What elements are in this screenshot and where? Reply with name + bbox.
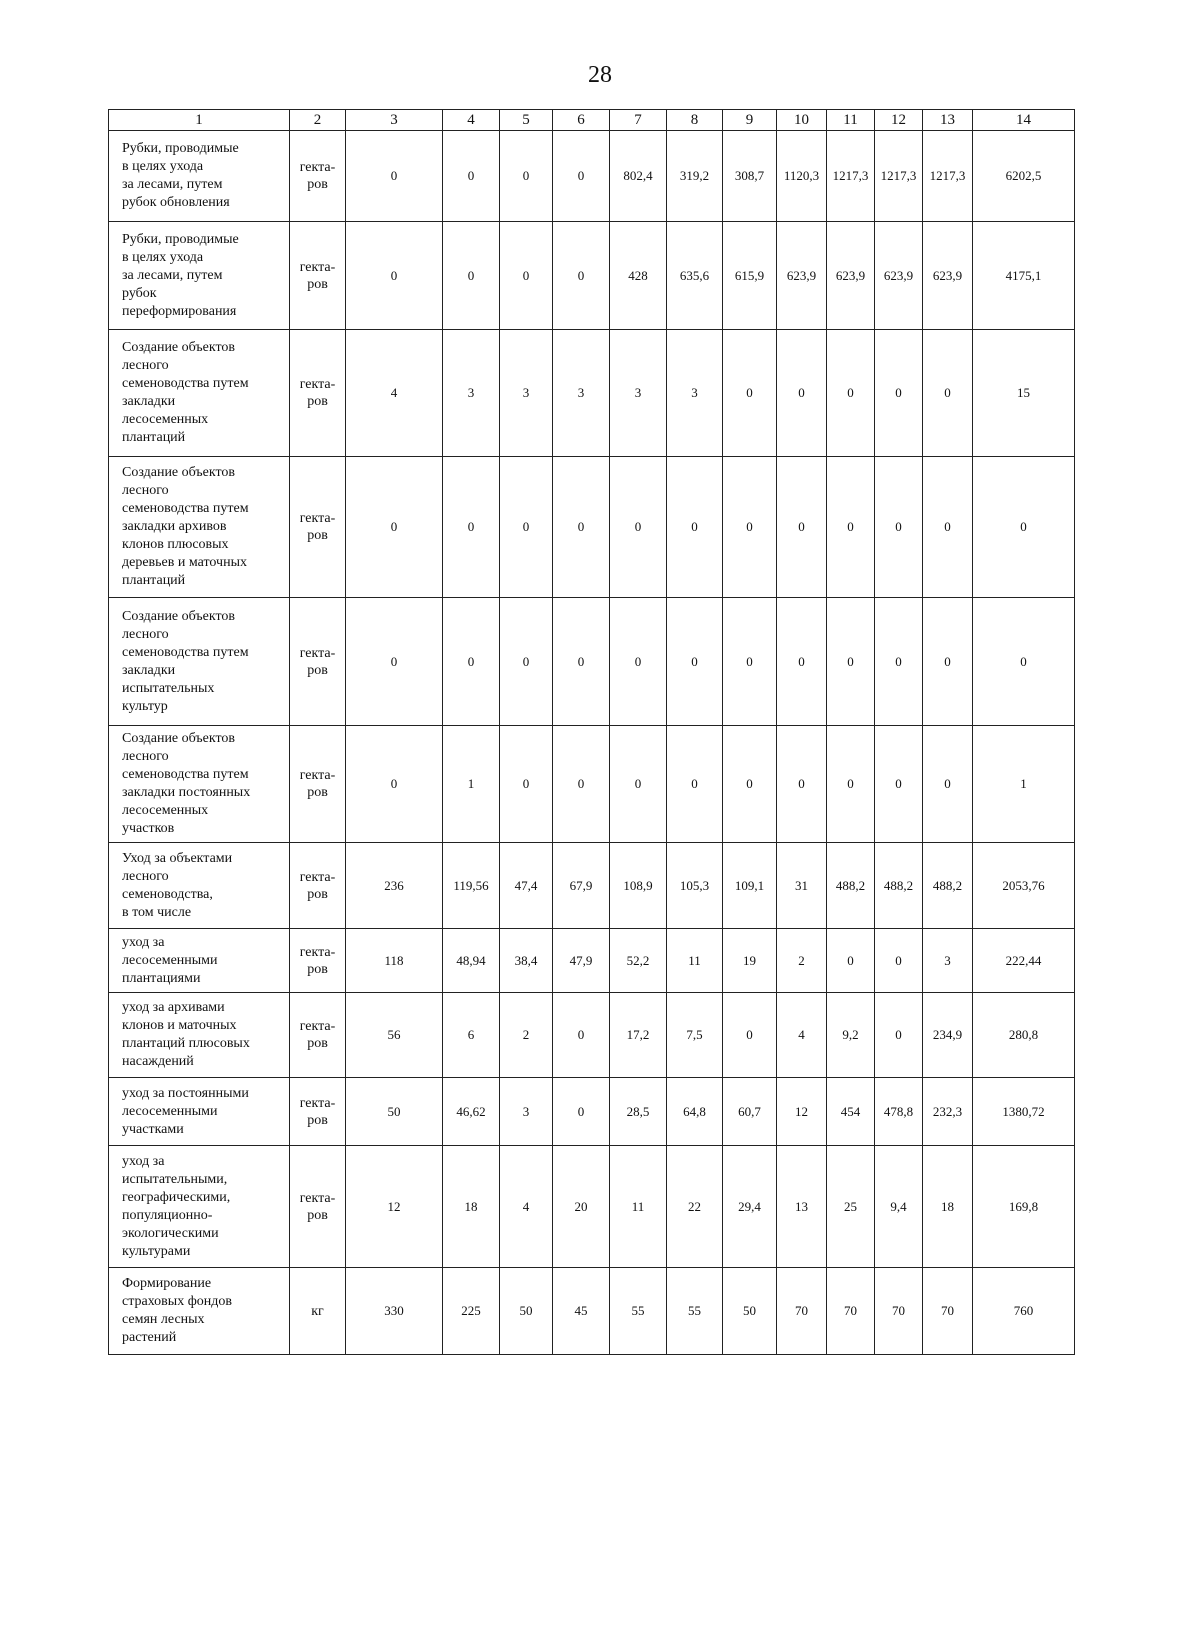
col-header: 1 xyxy=(109,110,290,131)
table-cell: 0 xyxy=(500,131,553,222)
table-cell: 0 xyxy=(553,726,610,843)
table-cell: 0 xyxy=(777,598,827,726)
table-cell: 50 xyxy=(723,1268,777,1355)
table-cell: 0 xyxy=(553,457,610,598)
table-cell: 0 xyxy=(610,457,667,598)
table-cell: 19 xyxy=(723,929,777,993)
row-label: Рубки, проводимые в целях ухода за лесами, путем рубок обновления xyxy=(109,131,290,222)
table-cell: 1217,3 xyxy=(827,131,875,222)
table-cell: 0 xyxy=(500,457,553,598)
table-cell: 488,2 xyxy=(827,843,875,929)
table-cell: 0 xyxy=(443,222,500,330)
table-cell: 0 xyxy=(553,993,610,1078)
col-header: 14 xyxy=(973,110,1075,131)
table-cell: 236 xyxy=(346,843,443,929)
table-cell: 22 xyxy=(667,1146,723,1268)
table-cell: 0 xyxy=(723,726,777,843)
table-cell: 760 xyxy=(973,1268,1075,1355)
table-cell: 0 xyxy=(346,222,443,330)
table-cell: 0 xyxy=(777,330,827,457)
col-header: 2 xyxy=(290,110,346,131)
table-cell: 52,2 xyxy=(610,929,667,993)
table-row xyxy=(109,1146,1075,1268)
table-cell: 0 xyxy=(875,929,923,993)
table-cell: 4 xyxy=(500,1146,553,1268)
table-cell: 70 xyxy=(923,1268,973,1355)
table-cell: 1 xyxy=(973,726,1075,843)
table-cell: 0 xyxy=(827,726,875,843)
page-number: 28 xyxy=(588,62,612,88)
row-unit: гекта- ров xyxy=(290,131,346,222)
table-cell: 1217,3 xyxy=(875,131,923,222)
table-cell: 20 xyxy=(553,1146,610,1268)
row-label: уход за архивами клонов и маточных плантаций плюсовых насаждений xyxy=(109,993,290,1078)
table-cell: 428 xyxy=(610,222,667,330)
table-cell: 623,9 xyxy=(875,222,923,330)
table-cell: 280,8 xyxy=(973,993,1075,1078)
table-row xyxy=(109,843,1075,929)
table-row xyxy=(109,1078,1075,1146)
table-cell: 6 xyxy=(443,993,500,1078)
table-row xyxy=(109,131,1075,222)
table-cell: 17,2 xyxy=(610,993,667,1078)
row-label: Рубки, проводимые в целях ухода за лесами, путем рубок переформирования xyxy=(109,222,290,330)
table-cell: 47,9 xyxy=(553,929,610,993)
table-cell: 802,4 xyxy=(610,131,667,222)
table-cell: 0 xyxy=(610,598,667,726)
table-cell: 0 xyxy=(875,598,923,726)
table-cell: 0 xyxy=(346,457,443,598)
table-cell: 3 xyxy=(923,929,973,993)
row-label: уход за постоянными лесосеменными участками xyxy=(109,1078,290,1146)
table-row xyxy=(109,726,1075,843)
table-cell: 3 xyxy=(667,330,723,457)
table-cell: 50 xyxy=(346,1078,443,1146)
table-cell: 330 xyxy=(346,1268,443,1355)
table-cell: 0 xyxy=(346,598,443,726)
table-cell: 3 xyxy=(443,330,500,457)
table-cell: 31 xyxy=(777,843,827,929)
table-cell: 67,9 xyxy=(553,843,610,929)
col-header: 11 xyxy=(827,110,875,131)
table-cell: 0 xyxy=(723,330,777,457)
table-cell: 0 xyxy=(346,726,443,843)
table-cell: 11 xyxy=(610,1146,667,1268)
table-cell: 47,4 xyxy=(500,843,553,929)
col-header: 6 xyxy=(553,110,610,131)
table-cell: 0 xyxy=(553,598,610,726)
table-cell: 4 xyxy=(777,993,827,1078)
table-cell: 635,6 xyxy=(667,222,723,330)
table-cell: 319,2 xyxy=(667,131,723,222)
col-header: 4 xyxy=(443,110,500,131)
table-cell: 0 xyxy=(777,457,827,598)
table-cell: 55 xyxy=(610,1268,667,1355)
table-cell: 4175,1 xyxy=(973,222,1075,330)
col-header: 7 xyxy=(610,110,667,131)
row-label: Создание объектов лесного семеноводства путем закладки испытательных культур xyxy=(109,598,290,726)
table-cell: 623,9 xyxy=(777,222,827,330)
table-cell: 55 xyxy=(667,1268,723,1355)
table-cell: 0 xyxy=(667,598,723,726)
table-cell: 1217,3 xyxy=(923,131,973,222)
table-cell: 623,9 xyxy=(923,222,973,330)
table-cell: 15 xyxy=(973,330,1075,457)
table-cell: 45 xyxy=(553,1268,610,1355)
table-cell: 0 xyxy=(667,457,723,598)
row-unit: гекта- ров xyxy=(290,1146,346,1268)
table-cell: 454 xyxy=(827,1078,875,1146)
table-cell: 12 xyxy=(777,1078,827,1146)
table-cell: 488,2 xyxy=(923,843,973,929)
table-cell: 46,62 xyxy=(443,1078,500,1146)
row-label: уход за лесосеменными плантациями xyxy=(109,929,290,993)
table-cell: 0 xyxy=(875,330,923,457)
table-cell: 9,4 xyxy=(875,1146,923,1268)
table-cell: 0 xyxy=(553,1078,610,1146)
table-cell: 2053,76 xyxy=(973,843,1075,929)
row-unit: кг xyxy=(290,1268,346,1355)
table-cell: 70 xyxy=(777,1268,827,1355)
table-cell: 1120,3 xyxy=(777,131,827,222)
table-cell: 0 xyxy=(610,726,667,843)
table-cell: 0 xyxy=(500,726,553,843)
table-cell: 478,8 xyxy=(875,1078,923,1146)
table-cell: 38,4 xyxy=(500,929,553,993)
table-cell: 0 xyxy=(500,598,553,726)
table-cell: 308,7 xyxy=(723,131,777,222)
table-cell: 9,2 xyxy=(827,993,875,1078)
row-unit: гекта- ров xyxy=(290,1078,346,1146)
table-cell: 1380,72 xyxy=(973,1078,1075,1146)
table-cell: 0 xyxy=(827,330,875,457)
col-header: 12 xyxy=(875,110,923,131)
table-row xyxy=(109,330,1075,457)
table-cell: 3 xyxy=(500,1078,553,1146)
table-cell: 29,4 xyxy=(723,1146,777,1268)
table-cell: 48,94 xyxy=(443,929,500,993)
table-cell: 12 xyxy=(346,1146,443,1268)
table-cell: 0 xyxy=(443,131,500,222)
table-cell: 232,3 xyxy=(923,1078,973,1146)
table-cell: 2 xyxy=(500,993,553,1078)
table-cell: 0 xyxy=(827,457,875,598)
table-cell: 0 xyxy=(923,598,973,726)
table-cell: 70 xyxy=(827,1268,875,1355)
table-cell: 0 xyxy=(827,929,875,993)
row-label: Создание объектов лесного семеноводства путем закладки лесосеменных плантаций xyxy=(109,330,290,457)
table-cell: 25 xyxy=(827,1146,875,1268)
table-cell: 2 xyxy=(777,929,827,993)
row-unit: гекта- ров xyxy=(290,457,346,598)
table-cell: 0 xyxy=(777,726,827,843)
table-cell: 64,8 xyxy=(667,1078,723,1146)
table-cell: 109,1 xyxy=(723,843,777,929)
table-cell: 615,9 xyxy=(723,222,777,330)
table-cell: 11 xyxy=(667,929,723,993)
table-cell: 0 xyxy=(875,726,923,843)
table-cell: 222,44 xyxy=(973,929,1075,993)
table-cell: 108,9 xyxy=(610,843,667,929)
table-cell: 0 xyxy=(973,598,1075,726)
table-cell: 623,9 xyxy=(827,222,875,330)
table-cell: 0 xyxy=(923,330,973,457)
table-cell: 0 xyxy=(827,598,875,726)
table-row xyxy=(109,929,1075,993)
table-cell: 0 xyxy=(923,457,973,598)
table-cell: 0 xyxy=(346,131,443,222)
row-label: Формирование страховых фондов семян лесных растений xyxy=(109,1268,290,1355)
table-cell: 18 xyxy=(443,1146,500,1268)
table-row xyxy=(109,993,1075,1078)
table-cell: 119,56 xyxy=(443,843,500,929)
table-cell: 13 xyxy=(777,1146,827,1268)
col-header: 8 xyxy=(667,110,723,131)
col-header: 9 xyxy=(723,110,777,131)
table-cell: 0 xyxy=(923,726,973,843)
table-cell: 0 xyxy=(875,457,923,598)
table-cell: 1 xyxy=(443,726,500,843)
table-row xyxy=(109,457,1075,598)
row-unit: гекта- ров xyxy=(290,843,346,929)
table-cell: 6202,5 xyxy=(973,131,1075,222)
table-cell: 18 xyxy=(923,1146,973,1268)
header-row xyxy=(109,110,1075,131)
table-cell: 169,8 xyxy=(973,1146,1075,1268)
row-label: уход за испытательными, географическими, популяционно- экологическими культурами xyxy=(109,1146,290,1268)
table-cell: 0 xyxy=(553,222,610,330)
row-label: Уход за объектами лесного семеноводства, в том числе xyxy=(109,843,290,929)
table-cell: 0 xyxy=(723,993,777,1078)
row-unit: гекта- ров xyxy=(290,222,346,330)
col-header: 13 xyxy=(923,110,973,131)
table-cell: 50 xyxy=(500,1268,553,1355)
col-header: 3 xyxy=(346,110,443,131)
row-label: Создание объектов лесного семеноводства путем закладки архивов клонов плюсовых деревьев и маточных плантаций xyxy=(109,457,290,598)
table-cell: 0 xyxy=(723,457,777,598)
table-cell: 488,2 xyxy=(875,843,923,929)
row-label: Создание объектов лесного семеноводства путем закладки постоянных лесосеменных участков xyxy=(109,726,290,843)
row-unit: гекта- ров xyxy=(290,330,346,457)
table-cell: 225 xyxy=(443,1268,500,1355)
table-cell: 0 xyxy=(500,222,553,330)
row-unit: гекта- ров xyxy=(290,726,346,843)
col-header: 10 xyxy=(777,110,827,131)
table-cell: 3 xyxy=(500,330,553,457)
row-unit: гекта- ров xyxy=(290,929,346,993)
table-cell: 0 xyxy=(723,598,777,726)
table-cell: 0 xyxy=(875,993,923,1078)
col-header: 5 xyxy=(500,110,553,131)
row-unit: гекта- ров xyxy=(290,993,346,1078)
table-row xyxy=(109,222,1075,330)
data-table xyxy=(108,109,1075,1355)
table-cell: 234,9 xyxy=(923,993,973,1078)
table-cell: 60,7 xyxy=(723,1078,777,1146)
table-cell: 105,3 xyxy=(667,843,723,929)
table-row xyxy=(109,598,1075,726)
table-cell: 0 xyxy=(443,457,500,598)
row-unit: гекта- ров xyxy=(290,598,346,726)
table-cell: 0 xyxy=(443,598,500,726)
table-cell: 56 xyxy=(346,993,443,1078)
table-cell: 28,5 xyxy=(610,1078,667,1146)
table-cell: 0 xyxy=(553,131,610,222)
table-cell: 0 xyxy=(973,457,1075,598)
table-cell: 3 xyxy=(610,330,667,457)
table-row xyxy=(109,1268,1075,1355)
table-cell: 3 xyxy=(553,330,610,457)
table-cell: 0 xyxy=(667,726,723,843)
table-cell: 4 xyxy=(346,330,443,457)
table-cell: 118 xyxy=(346,929,443,993)
table-body xyxy=(109,131,1075,1355)
table-cell: 7,5 xyxy=(667,993,723,1078)
table-cell: 70 xyxy=(875,1268,923,1355)
